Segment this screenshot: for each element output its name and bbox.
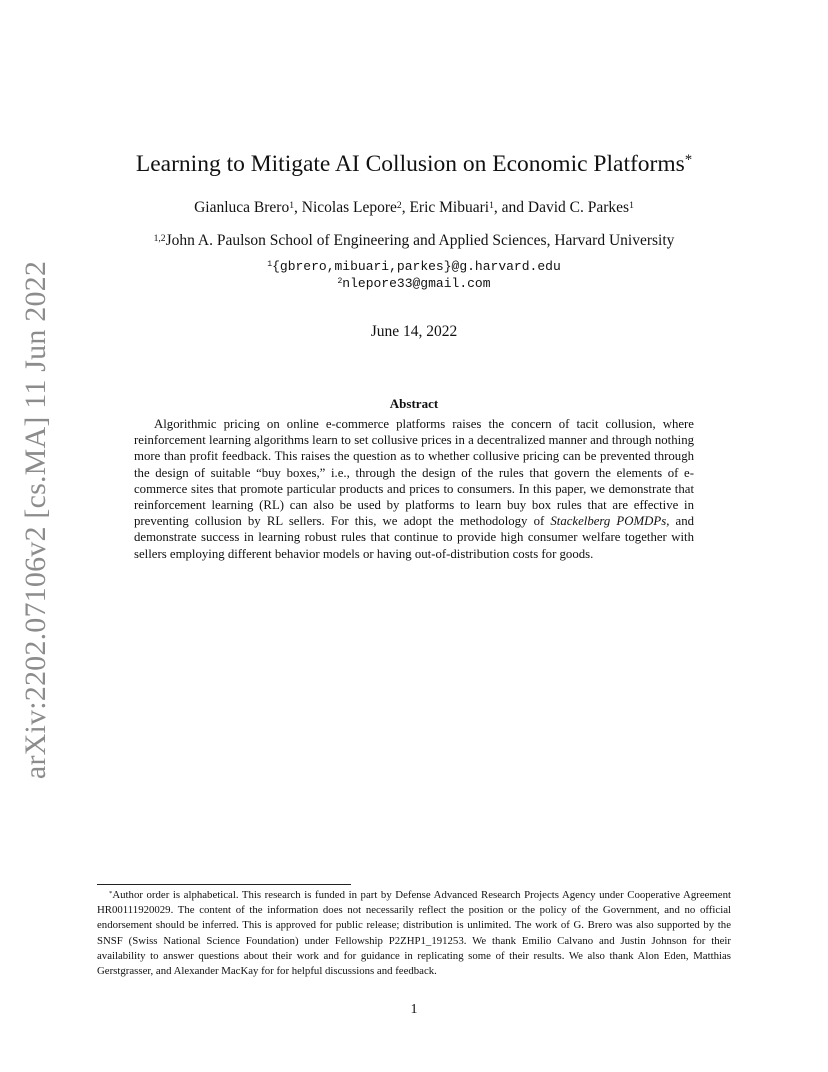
author-affiliation-mark: 2 [396, 199, 402, 211]
footnote [97, 888, 731, 979]
author-separator: , [294, 199, 302, 216]
affiliation-text: John A. Paulson School of Engineering and Applied Sciences, Harvard University [165, 232, 675, 249]
email-line-1 [0, 258, 828, 275]
abstract-text-part-1: Algorithmic pricing on online e-commerce platforms raises the concern of tacit collusion, where reinforcement learning algorithms learn to set collusive prices in a decentralized manner and through nothing more than profit feedback. This raises the question as to whether collusive pricing can be prevented through the design of suitable “buy boxes,” i.e., through the design of the rules that govern the elements of e-commerce sites that promote particular products and prices to consumers. In this paper, we demonstrate that reinforcement learning (RL) can also be used by platforms to learn buy box rules that are effective in preventing collusion by RL sellers. For this, we adopt the methodology of [134, 417, 694, 529]
footnote-divider [97, 884, 351, 885]
author-separator: , and [493, 199, 528, 216]
abstract-body [134, 416, 694, 562]
author-separator: , [401, 199, 410, 216]
paper-title [0, 148, 828, 180]
footnote-mark: * [109, 890, 113, 897]
author-name: Gianluca Brero [194, 199, 290, 216]
email-line-2 [0, 275, 828, 292]
author-affiliation-mark: 1 [489, 199, 494, 211]
paper-title-text: Learning to Mitigate AI Collusion on Economic Platforms [135, 151, 685, 177]
abstract-text-part-2: , and demonstrate success in learning robust rules that continue to provide high consumer welfare together with sellers employing different behavior models or having out-of-distribution costs for goods. [134, 514, 694, 561]
author-affiliation-mark: 1 [629, 199, 634, 211]
footnote-text: Author order is alphabetical. This research is funded in part by Defense Advanced Research Projects Agency under Cooperative Agreement HR00111920029. The content of the information does not necessarily reflect the position or the policy of the Government, and no official endorsement should be inferred. This is approved for public release; distribution is unlimited. The work of G. Brero was also supported by the SNSF (Swiss National Science Foundation) under Fellowship P2ZHP1_191253. We thank Emilio Calvano and Justin Johnson for their availability to answer questions about their work and for guidance in replicating some of their results. We also thank Alon Eden, Matthias Gerstgrasser, and Alexander MacKay for for helpful discussions and feedback. [97, 889, 731, 978]
arxiv-identifier-stamp [8, 260, 64, 780]
abstract-emphasis: Stackelberg POMDPs [550, 514, 667, 529]
author-name: Eric Mibuari [409, 199, 490, 216]
author-name: Nicolas Lepore [301, 199, 397, 216]
affiliation-marks: 1,2 [153, 232, 166, 244]
arxiv-identifier-text: arXiv:2202.07106v2 [cs.MA] 11 Jun 2022 [19, 260, 52, 780]
email-address: {gbrero,mibuari,parkes}@g.harvard.edu [272, 259, 561, 274]
email-mark: 2 [337, 277, 343, 287]
publication-date: June 14, 2022 [370, 323, 458, 340]
author-affiliation-mark: 1 [289, 199, 295, 211]
author-name: David C. Parkes [527, 199, 630, 216]
abstract-heading: Abstract [389, 396, 439, 411]
author-list [0, 197, 828, 219]
affiliation [0, 230, 828, 252]
email-address: nlepore33@gmail.com [342, 276, 491, 291]
email-mark: 1 [267, 260, 273, 270]
page-number: 1 [410, 1002, 418, 1017]
title-footnote-mark: * [684, 152, 693, 169]
